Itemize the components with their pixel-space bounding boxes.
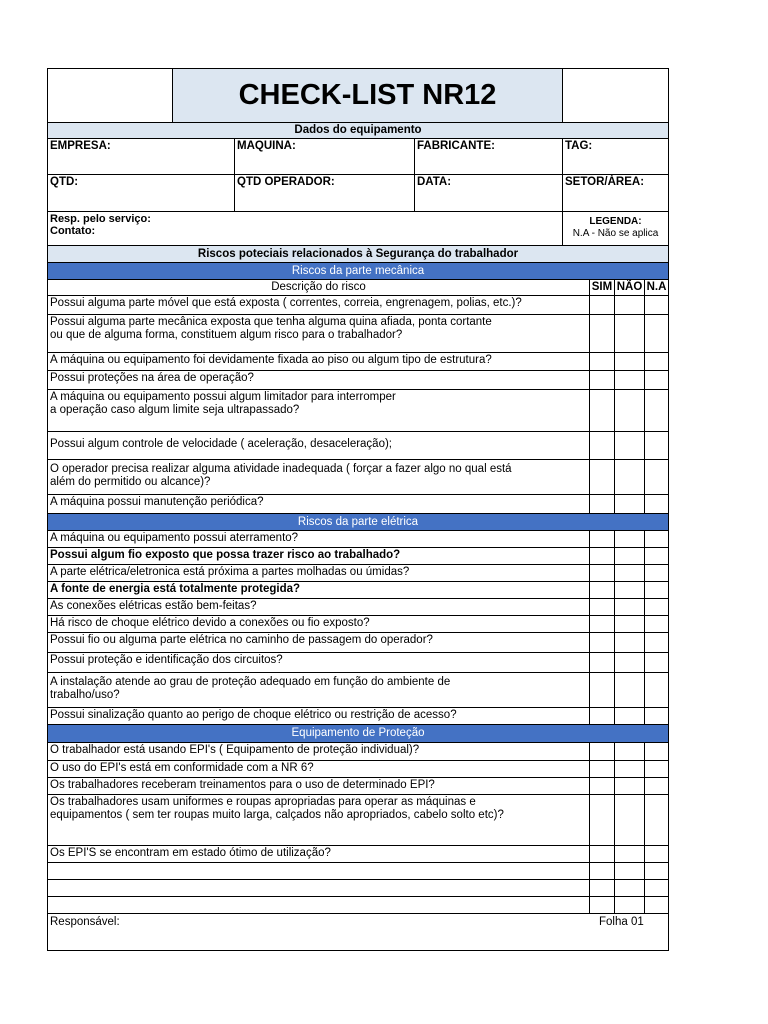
page-title: CHECK-LIST NR12 (172, 68, 563, 123)
na-checkbox[interactable] (644, 431, 669, 460)
sim-checkbox[interactable] (589, 494, 615, 514)
nao-checkbox[interactable] (614, 777, 645, 795)
sim-checkbox[interactable] (589, 777, 615, 795)
na-checkbox[interactable] (644, 742, 669, 761)
nao-checkbox[interactable] (614, 431, 645, 460)
sim-checkbox[interactable] (589, 742, 615, 761)
question-row: Possui fio ou alguma parte elétrica no caminho de passagem do operador? (47, 632, 590, 653)
maquina-field[interactable]: MAQUINA: (234, 138, 415, 175)
na-checkbox[interactable] (644, 845, 669, 863)
nao-checkbox[interactable] (614, 389, 645, 432)
question-row: Possui proteções na área de operação? (47, 370, 590, 390)
question-row: O uso do EPI's está em conformidade com a NR 6? (47, 760, 590, 778)
setor-field[interactable]: SETOR/ÁREA: (562, 174, 669, 212)
sim-checkbox[interactable] (589, 547, 615, 565)
logo-cell-right (562, 68, 669, 123)
na-checkbox[interactable] (644, 389, 669, 432)
dados-heading: Dados do equipamento (47, 122, 669, 139)
nao-checkbox[interactable] (614, 352, 645, 371)
sim-checkbox[interactable] (589, 652, 615, 673)
na-checkbox[interactable] (644, 295, 669, 315)
question-row: A parte elétrica/eletronica está próxima a partes molhadas ou úmidas? (47, 564, 590, 582)
question-row: As conexões elétricas estão bem-feitas? (47, 598, 590, 616)
na-checkbox[interactable] (644, 598, 669, 616)
sim-checkbox[interactable] (589, 862, 615, 880)
data-field[interactable]: DATA: (414, 174, 563, 212)
sim-checkbox[interactable] (589, 845, 615, 863)
nao-checkbox[interactable] (614, 707, 645, 725)
na-checkbox[interactable] (644, 862, 669, 880)
sim-checkbox[interactable] (589, 352, 615, 371)
empty-row[interactable] (47, 862, 590, 880)
sim-checkbox[interactable] (589, 632, 615, 653)
question-row: Possui alguma parte mecânica exposta que tenha alguma quina afiada, ponta cortante ou que de alguma forma, constituem algum risco para o trabalhador? (47, 314, 590, 353)
sim-checkbox[interactable] (589, 431, 615, 460)
na-checkbox[interactable] (644, 370, 669, 390)
section-mecanica: Riscos da parte mecânica (47, 262, 669, 280)
na-checkbox[interactable] (644, 777, 669, 795)
na-checkbox[interactable] (644, 672, 669, 708)
nao-checkbox[interactable] (614, 370, 645, 390)
na-checkbox[interactable] (644, 632, 669, 653)
nao-checkbox[interactable] (614, 862, 645, 880)
nao-checkbox[interactable] (614, 615, 645, 633)
nao-checkbox[interactable] (614, 564, 645, 582)
question-row: A instalação atende ao grau de proteção adequado em função do ambiente de trabalho/uso? (47, 672, 590, 708)
nao-checkbox[interactable] (614, 652, 645, 673)
sim-checkbox[interactable] (589, 295, 615, 315)
contato-label: Contato: (50, 225, 96, 237)
sim-checkbox[interactable] (589, 459, 615, 495)
nao-checkbox[interactable] (614, 845, 645, 863)
nao-checkbox[interactable] (614, 547, 645, 565)
sim-checkbox[interactable] (589, 530, 615, 548)
na-checkbox[interactable] (644, 459, 669, 495)
checklist-sheet (47, 68, 669, 951)
question-row: Os trabalhadores receberam treinamentos para o uso de determinado EPI? (47, 777, 590, 795)
question-row: Possui algum fio exposto que possa trazer risco ao trabalhado? (47, 547, 590, 565)
question-row: Possui alguma parte móvel que está exposta ( correntes, correia, engrenagem, polias, etc.)? (47, 295, 590, 315)
question-row: Possui proteção e identificação dos circuitos? (47, 652, 590, 673)
question-row: Os EPI'S se encontram em estado ótimo de utilização? (47, 845, 590, 863)
question-row: A máquina possui manutenção periódica? (47, 494, 590, 514)
na-checkbox[interactable] (644, 794, 669, 846)
question-row: A máquina ou equipamento possui aterramento? (47, 530, 590, 548)
nao-checkbox[interactable] (614, 896, 645, 914)
sim-checkbox[interactable] (589, 598, 615, 616)
question-row: A máquina ou equipamento possui algum limitador para interromper a operação caso algum limite seja ultrapassado? (47, 389, 590, 432)
question-row: Os trabalhadores usam uniformes e roupas apropriadas para operar as máquinas e equipamentos ( sem ter roupas muito larga, calçados não apropriados, cabelo solto etc)? (47, 794, 590, 846)
question-row: Possui sinalização quanto ao perigo de choque elétrico ou restrição de acesso? (47, 707, 590, 725)
sim-checkbox[interactable] (589, 707, 615, 725)
col-na: N.A (644, 279, 669, 296)
nao-checkbox[interactable] (614, 459, 645, 495)
riscos-heading: Riscos poteciais relacionados à Segurança do trabalhador (47, 245, 669, 263)
empty-row[interactable] (47, 896, 590, 914)
qtd-operador-field[interactable]: QTD OPERADOR: (234, 174, 415, 212)
nao-checkbox[interactable] (614, 879, 645, 897)
na-checkbox[interactable] (644, 547, 669, 565)
question-row: Há risco de choque elétrico devido a conexões ou fio exposto? (47, 615, 590, 633)
sim-checkbox[interactable] (589, 794, 615, 846)
tag-field[interactable]: TAG: (562, 138, 669, 175)
nao-checkbox[interactable] (614, 760, 645, 778)
col-nao: NÃO (614, 279, 645, 296)
nao-checkbox[interactable] (614, 295, 645, 315)
nao-checkbox[interactable] (614, 581, 645, 599)
nao-checkbox[interactable] (614, 742, 645, 761)
na-checkbox[interactable] (644, 652, 669, 673)
empresa-field[interactable]: EMPRESA: (47, 138, 235, 175)
section-protecao: Equipamento de Proteção (47, 724, 669, 743)
nao-checkbox[interactable] (614, 314, 645, 353)
col-descricao: Descrição do risco (47, 279, 590, 296)
sim-checkbox[interactable] (589, 564, 615, 582)
nao-checkbox[interactable] (614, 794, 645, 846)
question-row: Possui algum controle de velocidade ( aceleração, desaceleração); (47, 431, 590, 460)
question-row: O operador precisa realizar alguma atividade inadequada ( forçar a fazer algo no qual está além do permitido ou alcance)? (47, 459, 590, 495)
responsavel-label[interactable]: Responsável: (50, 916, 120, 928)
sim-checkbox[interactable] (589, 314, 615, 353)
na-checkbox[interactable] (644, 760, 669, 778)
nao-checkbox[interactable] (614, 632, 645, 653)
legenda-cell (562, 211, 669, 246)
fabricante-field[interactable]: FABRICANTE: (414, 138, 563, 175)
sim-checkbox[interactable] (589, 581, 615, 599)
na-checkbox[interactable] (644, 879, 669, 897)
na-checkbox[interactable] (644, 494, 669, 514)
legenda-title: LEGENDA: (589, 216, 642, 227)
na-checkbox[interactable] (644, 581, 669, 599)
folha-label: Folha 01 (599, 916, 644, 928)
sim-checkbox[interactable] (589, 896, 615, 914)
na-checkbox[interactable] (644, 564, 669, 582)
sim-checkbox[interactable] (589, 370, 615, 390)
col-sim: SIM (589, 279, 615, 296)
question-row: O trabalhador está usando EPI's ( Equipamento de proteção individual)? (47, 742, 590, 761)
nao-checkbox[interactable] (614, 530, 645, 548)
sim-checkbox[interactable] (589, 760, 615, 778)
nao-checkbox[interactable] (614, 672, 645, 708)
qtd-field[interactable]: QTD: (47, 174, 235, 212)
question-row: A fonte de energia está totalmente protegida? (47, 581, 590, 599)
question-row: A máquina ou equipamento foi devidamente fixada ao piso ou algum tipo de estrutura? (47, 352, 590, 371)
logo-cell-left (47, 68, 173, 123)
section-eletrica: Riscos da parte elétrica (47, 513, 669, 531)
legenda-text: N.A - Não se aplica (572, 228, 659, 239)
nao-checkbox[interactable] (614, 494, 645, 514)
na-checkbox[interactable] (644, 707, 669, 725)
sim-checkbox[interactable] (589, 615, 615, 633)
na-checkbox[interactable] (644, 896, 669, 914)
na-checkbox[interactable] (644, 530, 669, 548)
na-checkbox[interactable] (644, 615, 669, 633)
nao-checkbox[interactable] (614, 598, 645, 616)
sim-checkbox[interactable] (589, 672, 615, 708)
empty-row[interactable] (47, 879, 590, 897)
sim-checkbox[interactable] (589, 879, 615, 897)
na-checkbox[interactable] (644, 352, 669, 371)
resp-label: Resp. pelo serviço: (50, 213, 151, 225)
resp-contato-cell[interactable] (47, 211, 563, 246)
sim-checkbox[interactable] (589, 389, 615, 432)
na-checkbox[interactable] (644, 314, 669, 353)
